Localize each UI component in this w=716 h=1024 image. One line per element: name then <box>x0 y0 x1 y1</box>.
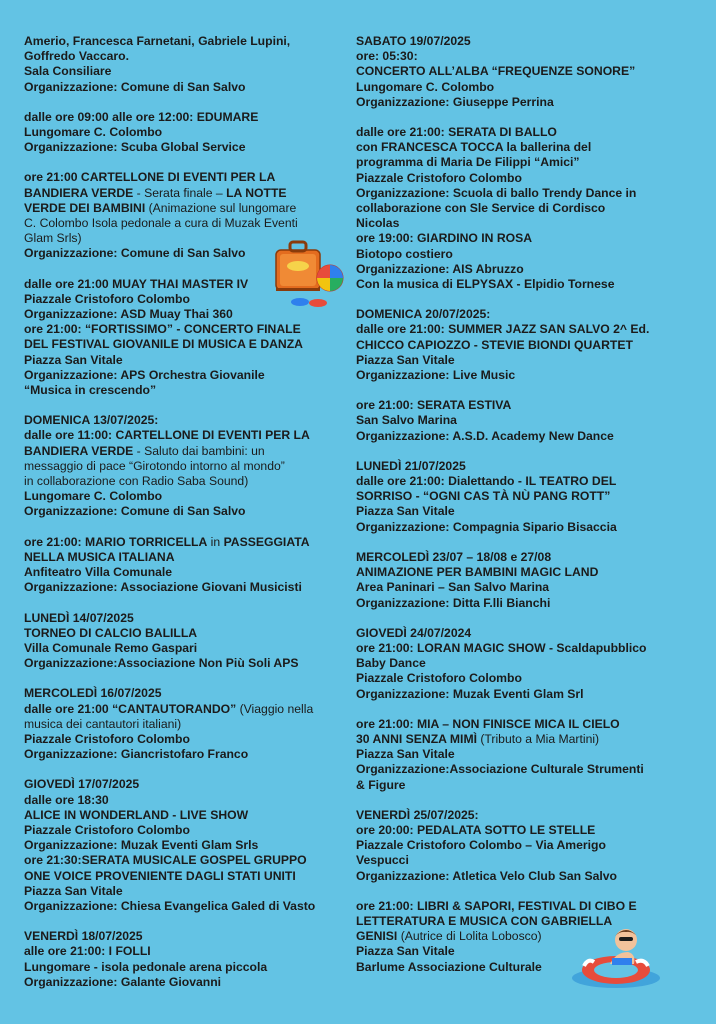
text-segment: Organizzazione: Chiesa Evangelica Galed di Vasto <box>24 898 316 913</box>
text-segment: alle ore 21:00: I FOLLI <box>24 944 151 959</box>
event-block <box>356 808 692 884</box>
text-segment: dalle ore 21:00: SERATA DI BALLO <box>356 125 557 140</box>
text-segment: Lungomare C. Colombo <box>356 79 495 94</box>
text-segment: Organizzazione: ASD Muay Thai 360 <box>24 307 233 322</box>
event-line <box>356 899 692 914</box>
text-segment: Con la musica di ELPYSAX - Elpidio Tornese <box>356 277 615 292</box>
event-line <box>24 641 346 656</box>
event-line <box>24 535 346 550</box>
text-segment: C. Colombo Isola pedonale a cura di Muzak Eventi <box>24 216 298 231</box>
event-line <box>356 671 692 686</box>
event-line <box>24 444 346 459</box>
event-line <box>356 322 692 337</box>
event-line <box>356 504 692 519</box>
text-segment: Organizzazione: Ditta F.lli Bianchi <box>356 595 551 610</box>
event-block <box>24 413 346 519</box>
event-line <box>24 732 346 747</box>
event-line <box>356 778 692 793</box>
left-column <box>24 34 346 1005</box>
event-block <box>356 34 692 110</box>
event-line <box>24 80 346 95</box>
text-segment: Piazzale Cristoforo Colombo – Via Amerigo <box>356 838 606 853</box>
event-line <box>356 338 692 353</box>
event-line <box>356 49 692 64</box>
text-segment: dalle ore 11:00: CARTELLONE DI EVENTI PER LA <box>24 428 310 443</box>
event-line <box>24 853 346 868</box>
text-segment: Organizzazione:Associazione Non Più Soli APS <box>24 656 299 671</box>
event-line <box>24 823 346 838</box>
event-line <box>356 186 692 201</box>
event-line <box>24 140 346 155</box>
text-segment: ANIMAZIONE PER BAMBINI MAGIC LAND <box>356 565 599 580</box>
event-line <box>24 944 346 959</box>
event-line <box>24 337 346 352</box>
event-line <box>356 95 692 110</box>
event-line <box>24 884 346 899</box>
text-segment: Piazza San Vitale <box>24 352 123 367</box>
event-line <box>24 383 346 398</box>
text-segment: Baby Dance <box>356 656 426 671</box>
event-line <box>356 520 692 535</box>
text-segment: “Musica in crescendo” <box>24 383 157 398</box>
text-segment: Organizzazione: Giancristofaro Franco <box>24 747 249 762</box>
text-segment: (Autrice di Lolita Lobosco) <box>397 929 542 944</box>
event-line <box>356 171 692 186</box>
text-segment: Goffredo Vaccaro. <box>24 49 129 64</box>
text-segment: Piazza San Vitale <box>356 504 455 519</box>
text-segment: 30 ANNI SENZA MIMÌ <box>356 731 477 746</box>
event-line <box>24 975 346 990</box>
event-line <box>24 793 346 808</box>
text-segment: SABATO 19/07/2025 <box>356 34 471 48</box>
event-line <box>356 140 692 155</box>
event-line <box>356 656 692 671</box>
event-line <box>356 717 692 732</box>
text-segment: ore 21:00: LIBRI & SAPORI, FESTIVAL DI CIBO E <box>356 898 637 913</box>
event-line <box>24 170 346 185</box>
event-line <box>356 565 692 580</box>
right-column <box>356 34 692 990</box>
event-block <box>356 459 692 535</box>
text-segment: programma di Maria De Filippi “Amici” <box>356 155 580 170</box>
event-block <box>24 535 346 596</box>
text-segment: Piazza San Vitale <box>24 883 123 898</box>
text-segment: Organizzazione:Associazione Culturale Strumenti <box>356 762 644 777</box>
text-segment: Organizzazione: APS Orchestra Giovanile <box>24 367 265 382</box>
event-line <box>24 368 346 383</box>
event-line <box>24 428 346 443</box>
text-segment: Nicolas <box>356 216 400 231</box>
event-line <box>24 110 346 125</box>
text-segment: Lungomare C. Colombo <box>24 125 163 140</box>
event-block <box>356 626 692 702</box>
text-segment: ore 20:00: PEDALATA SOTTO LE STELLE <box>356 822 596 837</box>
event-line <box>24 201 346 216</box>
event-line <box>24 611 346 626</box>
text-segment: MERCOLEDÌ 23/07 – 18/08 e 27/08 <box>356 549 552 564</box>
text-segment: Sala Consiliare <box>24 64 112 79</box>
event-line <box>356 838 692 853</box>
text-segment: Barlume Associazione Culturale <box>356 959 542 974</box>
event-line <box>356 201 692 216</box>
text-segment: musica dei cantautori italiani) <box>24 716 182 731</box>
text-segment: (Tributo a Mia Martini) <box>476 731 600 746</box>
event-line <box>356 823 692 838</box>
event-line <box>24 702 346 717</box>
event-line <box>356 307 692 322</box>
event-line <box>24 459 346 474</box>
event-line <box>356 808 692 823</box>
text-segment: Lungomare - isola pedonale arena piccola <box>24 959 268 974</box>
text-segment: ore: 05:30: <box>356 49 418 64</box>
event-line <box>24 565 346 580</box>
event-line <box>356 869 692 884</box>
text-segment: NELLA MUSICA ITALIANA <box>24 549 175 564</box>
text-segment: con FRANCESCA TOCCA la ballerina del <box>356 140 592 155</box>
text-segment: dalle ore 18:30 <box>24 792 109 807</box>
event-line <box>24 747 346 762</box>
event-line <box>356 747 692 762</box>
text-segment: LA NOTTE <box>226 185 287 200</box>
text-segment: (Animazione sul lungomare <box>145 200 297 215</box>
event-line <box>356 80 692 95</box>
text-segment: SORRISO - “OGNI CAS TÀ NÙ PANG ROTT” <box>356 489 611 504</box>
text-segment: ore 21:00 CARTELLONE DI EVENTI PER LA <box>24 170 276 185</box>
event-line <box>24 49 346 64</box>
event-line <box>356 262 692 277</box>
event-line <box>24 125 346 140</box>
event-line <box>356 474 692 489</box>
text-segment: & Figure <box>356 777 406 792</box>
text-segment: dalle ore 21:00 MUAY THAI MASTER IV <box>24 276 249 291</box>
event-block <box>24 611 346 672</box>
event-line <box>24 64 346 79</box>
event-block <box>24 110 346 156</box>
event-line <box>24 580 346 595</box>
event-line <box>24 899 346 914</box>
event-line <box>24 686 346 701</box>
event-line <box>24 34 346 49</box>
text-segment: Amerio, Francesca Farnetani, Gabriele Lupini, <box>24 34 291 48</box>
event-line <box>24 777 346 792</box>
event-line <box>356 155 692 170</box>
event-line <box>24 504 346 519</box>
text-segment: Organizzazione: Muzak Eventi Glam Srl <box>356 686 584 701</box>
text-segment: Biotopo costiero <box>356 246 453 261</box>
text-segment: CONCERTO ALL’ALBA “FREQUENZE SONORE” <box>356 64 636 79</box>
event-line <box>356 353 692 368</box>
text-segment: Organizzazione: Giuseppe Perrina <box>356 94 554 109</box>
text-segment: messaggio di pace “Girotondo intorno al mondo” <box>24 458 285 473</box>
event-line <box>356 64 692 79</box>
event-line <box>24 808 346 823</box>
event-line <box>356 489 692 504</box>
text-segment: dalle ore 21:00 “CANTAUTORANDO” <box>24 701 237 716</box>
text-segment: Piazzale Cristoforo Colombo <box>24 822 190 837</box>
text-segment: LUNEDÌ 14/07/2025 <box>24 610 134 625</box>
text-segment: Piazza San Vitale <box>356 352 455 367</box>
event-line <box>356 762 692 777</box>
text-segment: PASSEGGIATA <box>223 534 310 549</box>
text-segment: Piazzale Cristoforo Colombo <box>356 671 522 686</box>
text-segment: Vespucci <box>356 853 409 868</box>
text-segment: GIOVEDÌ 17/07/2025 <box>24 777 140 792</box>
text-segment: ore 21:00: SERATA ESTIVA <box>356 398 512 413</box>
text-segment: Organizzazione: Scuba Global Service <box>24 140 246 155</box>
text-segment: DOMENICA 13/07/2025: <box>24 413 159 428</box>
text-segment: ore 21:00: LORAN MAGIC SHOW - Scaldapubblico <box>356 640 647 655</box>
event-block <box>24 686 346 762</box>
text-segment: collaborazione con Sle Service di Cordisco <box>356 201 606 216</box>
beach-suitcase-icon <box>270 236 348 310</box>
event-line <box>356 429 692 444</box>
text-segment: Piazzale Cristoforo Colombo <box>24 731 190 746</box>
text-segment: Organizzazione: A.S.D. Academy New Dance <box>356 428 614 443</box>
text-segment: in collaborazione con Radio Saba Sound) <box>24 474 249 489</box>
text-segment: ONE VOICE PROVENIENTE DAGLI STATI UNITI <box>24 868 296 883</box>
event-block <box>356 550 692 611</box>
text-segment: Anfiteatro Villa Comunale <box>24 565 173 580</box>
event-line <box>24 474 346 489</box>
text-segment: Organizzazione: Comune di San Salvo <box>24 79 246 94</box>
event-line <box>356 398 692 413</box>
event-block <box>24 34 346 95</box>
text-segment: Piazzale Cristoforo Colombo <box>356 170 522 185</box>
text-segment: Organizzazione: Scuola di ballo Trendy Dance in <box>356 185 637 200</box>
event-line <box>356 641 692 656</box>
event-block <box>24 777 346 914</box>
event-line <box>24 413 346 428</box>
event-line <box>356 231 692 246</box>
text-segment: Organizzazione: Muzak Eventi Glam Srls <box>24 838 259 853</box>
text-segment: BANDIERA VERDE <box>24 185 134 200</box>
text-segment: Glam Srls) <box>24 231 82 246</box>
text-segment: (Viaggio nella <box>236 701 314 716</box>
event-line <box>24 186 346 201</box>
event-line <box>24 489 346 504</box>
event-line <box>356 34 692 49</box>
text-segment: Organizzazione: Associazione Giovani Musicisti <box>24 580 302 595</box>
text-segment: Villa Comunale Remo Gaspari <box>24 640 198 655</box>
event-line <box>24 626 346 641</box>
event-block <box>356 717 692 793</box>
event-line <box>24 550 346 565</box>
event-block <box>24 929 346 990</box>
event-line <box>24 322 346 337</box>
event-line <box>356 580 692 595</box>
text-segment: Piazza San Vitale <box>356 944 455 959</box>
text-segment: LUNEDÌ 21/07/2025 <box>356 458 466 473</box>
text-segment: DEL FESTIVAL GIOVANILE DI MUSICA E DANZA <box>24 337 303 352</box>
event-line <box>356 413 692 428</box>
event-block <box>356 125 692 292</box>
event-line <box>356 596 692 611</box>
text-segment: - Serata finale – <box>133 185 227 200</box>
text-segment: Lungomare C. Colombo <box>24 489 163 504</box>
event-line <box>356 459 692 474</box>
text-segment: Organizzazione: Comune di San Salvo <box>24 504 246 519</box>
text-segment: Area Paninari – San Salvo Marina <box>356 580 550 595</box>
event-block <box>356 307 692 383</box>
text-segment: TORNEO DI CALCIO BALILLA <box>24 625 198 640</box>
text-segment: GIOVEDÌ 24/07/2024 <box>356 625 472 640</box>
event-line <box>24 929 346 944</box>
text-segment: ore 21:00: MIA – NON FINISCE MICA IL CIELO <box>356 716 620 731</box>
event-line <box>24 717 346 732</box>
text-segment: Organizzazione: Galante Giovanni <box>24 974 222 989</box>
text-segment: VENERDÌ 25/07/2025: <box>356 807 479 822</box>
text-segment: Organizzazione: Compagnia Sipario Bisaccia <box>356 519 617 534</box>
text-segment: BANDIERA VERDE <box>24 443 134 458</box>
event-line <box>24 838 346 853</box>
text-segment: ore 21:30:SERATA MUSICALE GOSPEL GRUPPO <box>24 853 307 868</box>
text-segment: ore 21:00: “FORTISSIMO” - CONCERTO FINALE <box>24 322 301 337</box>
text-segment: in <box>207 534 224 549</box>
event-line <box>356 216 692 231</box>
event-line <box>356 550 692 565</box>
event-line <box>24 353 346 368</box>
event-line <box>356 247 692 262</box>
text-segment: GENISI <box>356 929 398 944</box>
text-segment: DOMENICA 20/07/2025: <box>356 307 491 322</box>
event-block <box>356 398 692 444</box>
text-segment: - Saluto dai bambini: un <box>133 443 265 458</box>
swim-ring-child-icon <box>570 922 662 990</box>
event-line <box>24 656 346 671</box>
text-segment: Piazza San Vitale <box>356 747 455 762</box>
text-segment: Organizzazione: Atletica Velo Club San Salvo <box>356 868 617 883</box>
text-segment: Organizzazione: Live Music <box>356 368 516 383</box>
text-segment: VERDE DEI BAMBINI <box>24 200 146 215</box>
text-segment: dalle ore 21:00: SUMMER JAZZ SAN SALVO 2^ Ed. <box>356 322 650 337</box>
text-segment: ore 21:00: MARIO TORRICELLA <box>24 534 208 549</box>
text-segment: MERCOLEDÌ 16/07/2025 <box>24 686 162 701</box>
event-line <box>356 626 692 641</box>
event-line <box>24 960 346 975</box>
text-segment: dalle ore 09:00 alle ore 12:00: EDUMARE <box>24 109 259 124</box>
text-segment: Organizzazione: AIS Abruzzo <box>356 261 524 276</box>
event-line <box>356 853 692 868</box>
event-line <box>356 732 692 747</box>
text-segment: ALICE IN WONDERLAND - LIVE SHOW <box>24 807 249 822</box>
text-segment: dalle ore 21:00: Dialettando - IL TEATRO DEL <box>356 474 617 489</box>
event-line <box>356 368 692 383</box>
event-line <box>356 277 692 292</box>
event-line <box>24 869 346 884</box>
text-segment: VENERDÌ 18/07/2025 <box>24 929 143 944</box>
event-line <box>24 216 346 231</box>
event-line <box>356 687 692 702</box>
text-segment: Piazzale Cristoforo Colombo <box>24 291 190 306</box>
event-line <box>356 125 692 140</box>
text-segment: ore 19:00: GIARDINO IN ROSA <box>356 231 533 246</box>
text-segment: San Salvo Marina <box>356 413 457 428</box>
text-segment: CHICCO CAPIOZZO - STEVIE BIONDI QUARTET <box>356 337 633 352</box>
text-segment: Organizzazione: Comune di San Salvo <box>24 246 246 261</box>
text-segment: LETTERATURA E MUSICA CON GABRIELLA <box>356 913 613 928</box>
